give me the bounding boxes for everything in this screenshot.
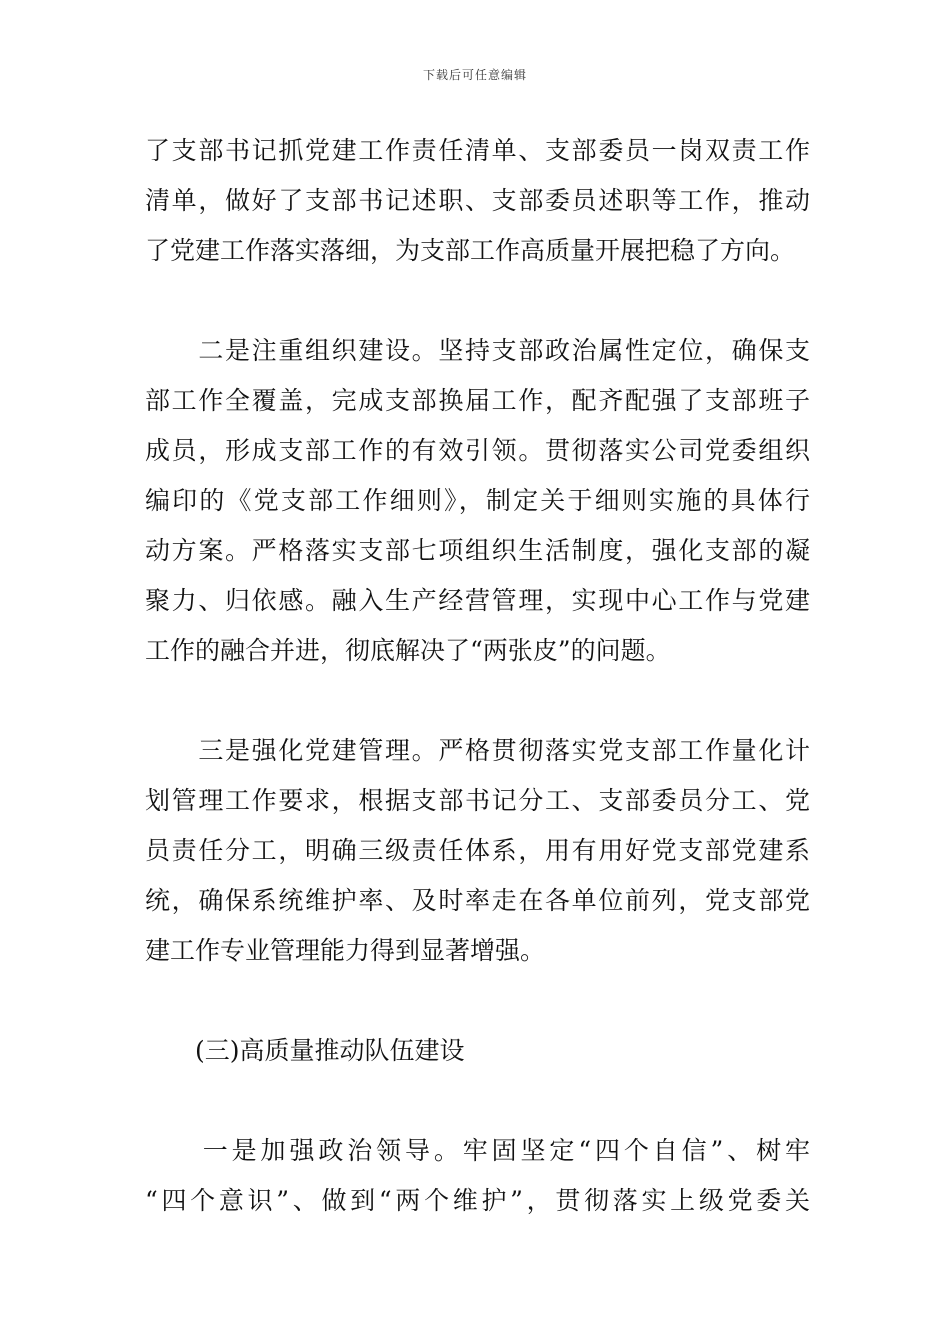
page-header: 下载后可任意编辑: [422, 68, 527, 82]
section-heading: [145, 1026, 810, 1076]
paragraph-gap: [145, 276, 810, 326]
text-line: 聚力、归依感。融入生产经营管理，实现中心工作与党建: [145, 586, 810, 615]
text-line: 划管理工作要求，根据支部书记分工、支部委员分工、党: [145, 786, 810, 815]
text-line: 成员，形成支部工作的有效引领。贯彻落实公司党委组织: [145, 436, 810, 465]
paragraph-gap: [145, 976, 810, 1026]
text-line: 清单，做好了支部书记述职、支部委员述职等工作，推动: [145, 186, 810, 215]
text-line: 统，确保系统维护率、及时率走在各单位前列，党支部党: [145, 886, 810, 915]
text-line: (三)高质量推动队伍建设: [145, 1036, 465, 1065]
text-line: 三是强化党建管理。严格贯彻落实党支部工作量化计: [145, 736, 810, 765]
text-line: 建工作专业管理能力得到显著增强。: [145, 936, 546, 965]
paragraph: [145, 1126, 810, 1226]
paragraph: [145, 326, 810, 676]
text-line: 动方案。严格落实支部七项组织生活制度，强化支部的凝: [145, 536, 810, 565]
text-line: “四个意识”、做到“两个维护”，贯彻落实上级党委关: [145, 1186, 810, 1215]
document-body: [145, 126, 810, 1226]
paragraph-gap: [145, 676, 810, 726]
text-line: 了党建工作落实落细，为支部工作高质量开展把稳了方向。: [145, 236, 796, 265]
text-line: 了支部书记抓党建工作责任清单、支部委员一岗双责工作: [145, 136, 810, 165]
text-line: 编印的《党支部工作细则》，制定关于细则实施的具体行: [145, 486, 810, 515]
text-line: 一是加强政治领导。牢固坚定“四个自信”、树牢: [145, 1136, 810, 1165]
paragraph-gap: [145, 1076, 810, 1126]
text-line: 二是注重组织建设。坚持支部政治属性定位，确保支: [145, 336, 810, 365]
paragraph: [145, 726, 810, 976]
text-line: 员责任分工，明确三级责任体系，用有用好党支部党建系: [145, 836, 810, 865]
paragraph: [145, 126, 810, 276]
text-line: 工作的融合并进，彻底解决了“两张皮”的问题。: [145, 636, 671, 665]
text-line: 部工作全覆盖，完成支部换届工作，配齐配强了支部班子: [145, 386, 810, 415]
